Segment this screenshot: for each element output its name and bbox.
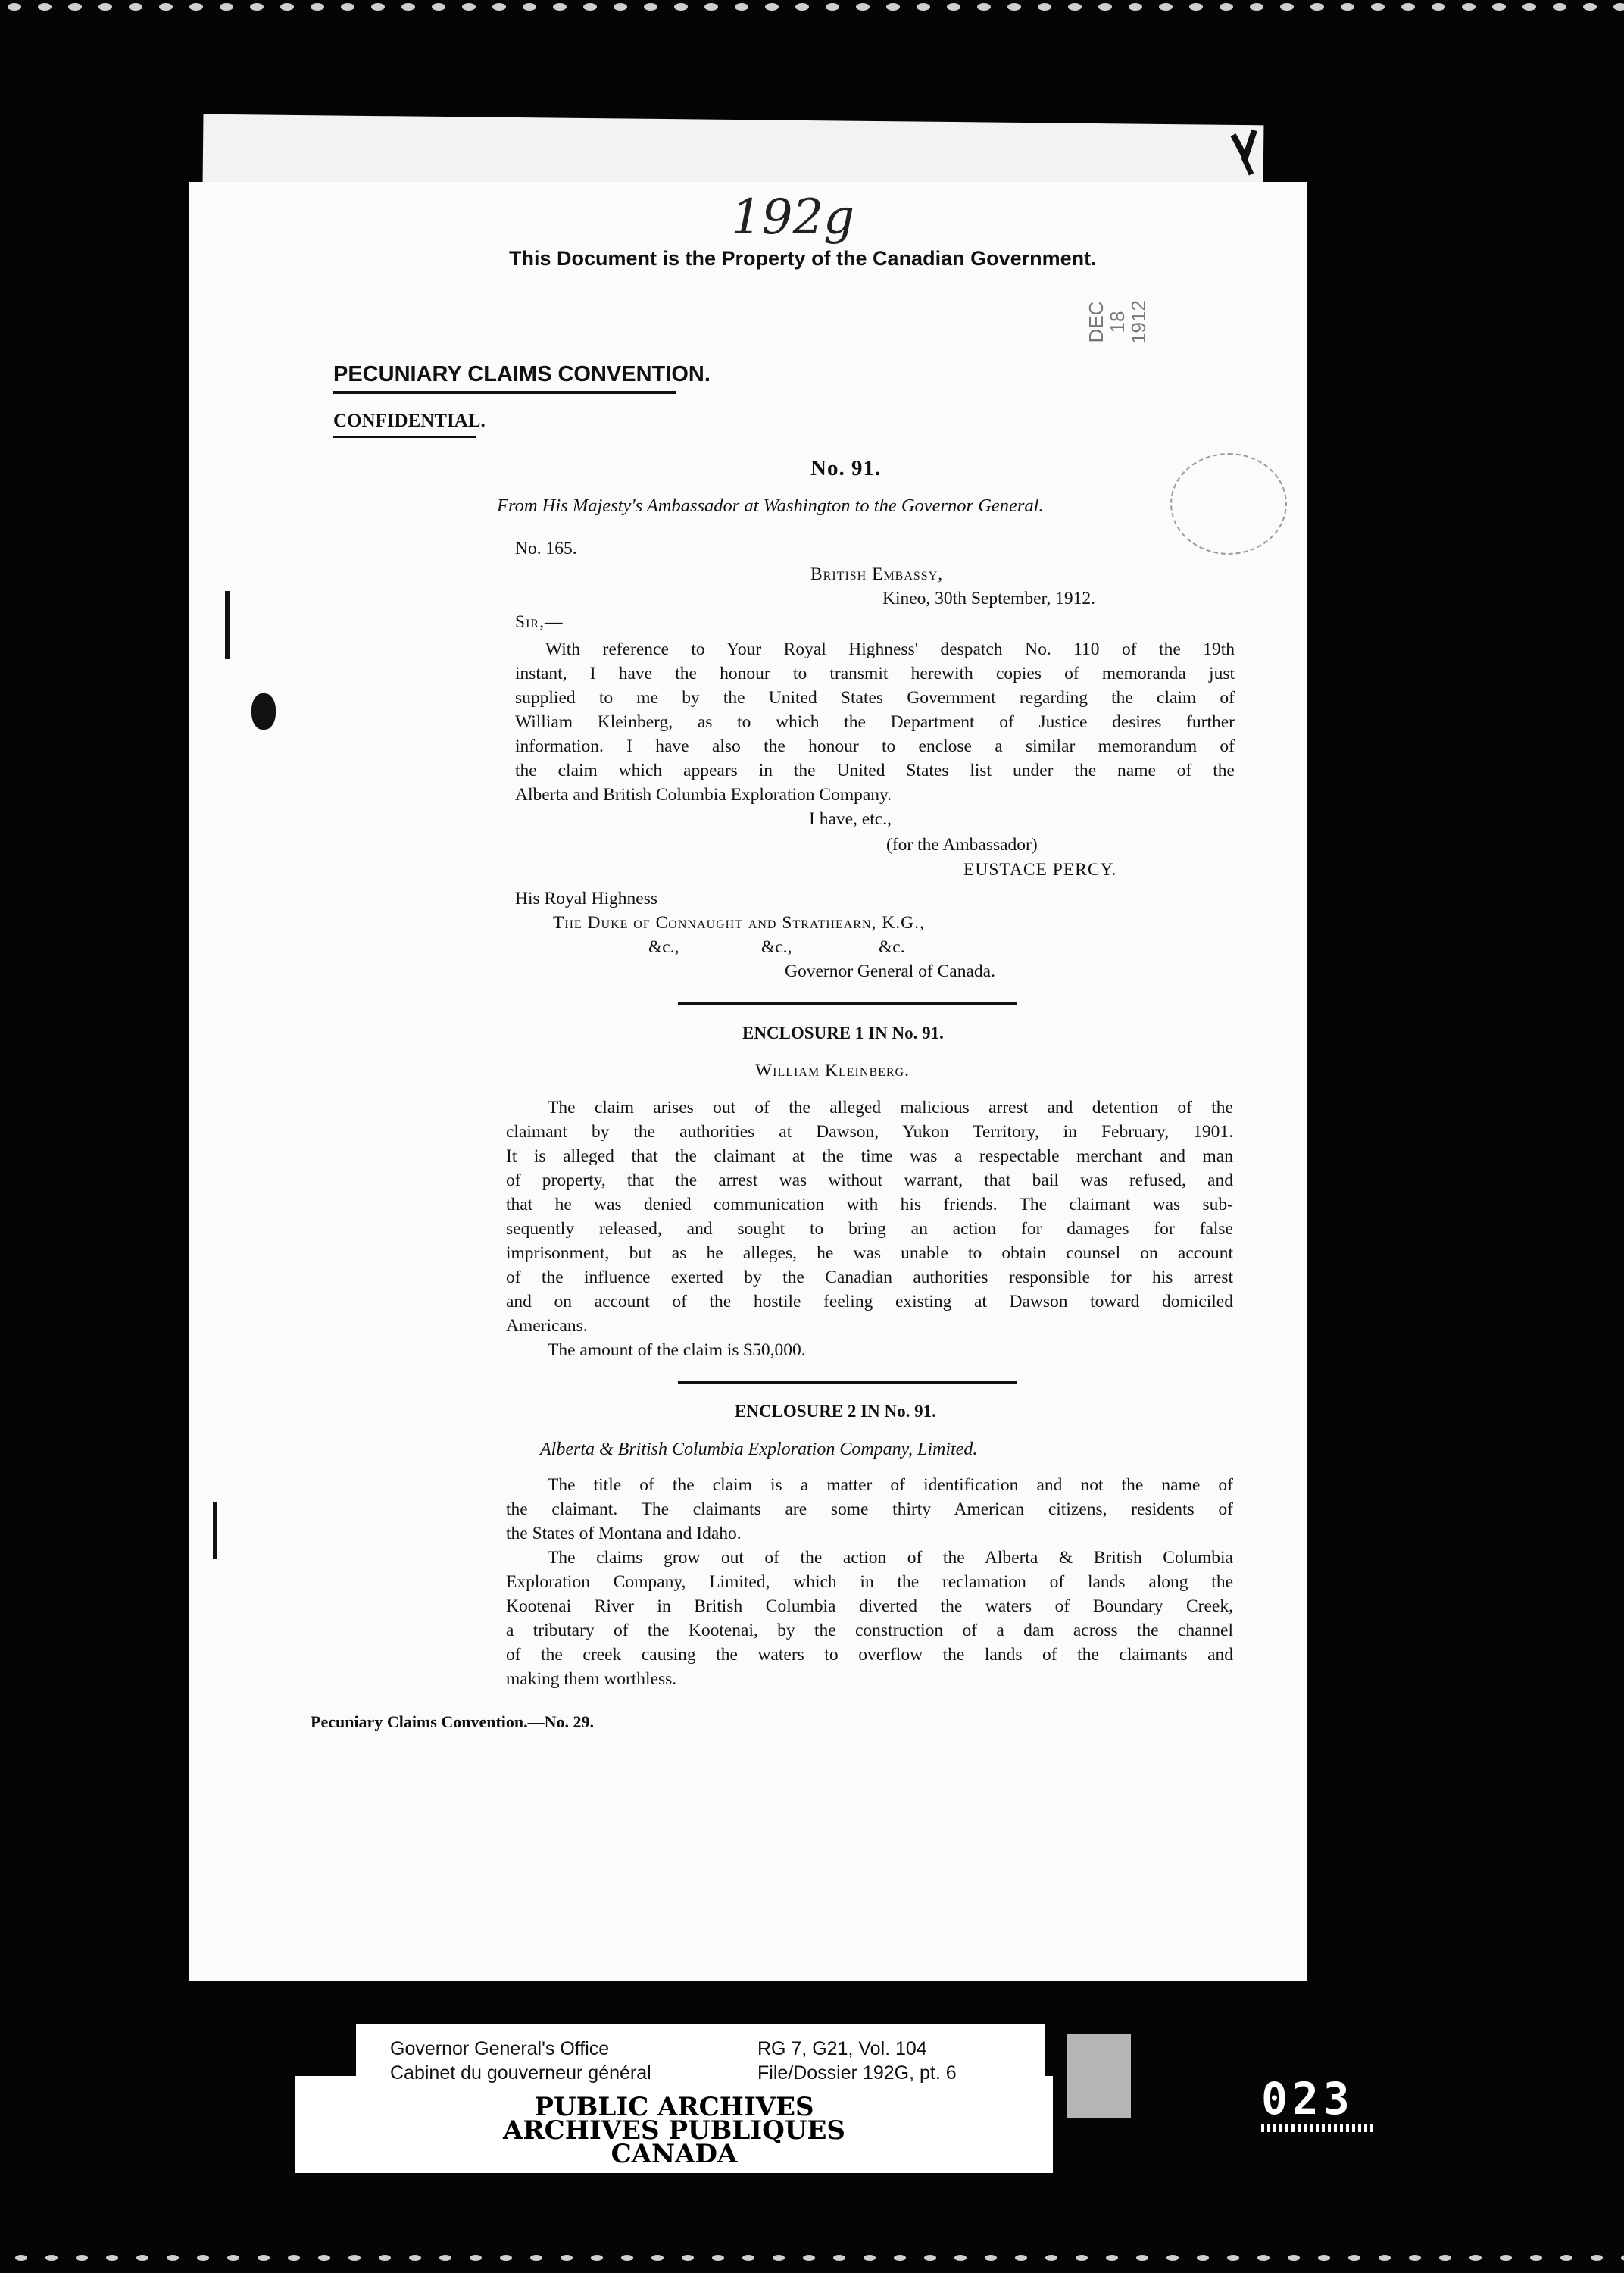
sprocket-dot <box>1432 3 1445 11</box>
sprocket-dot <box>1560 2255 1572 2261</box>
archives-fr: ARCHIVES PUBLIQUES <box>503 2115 845 2146</box>
signature: EUSTACE PERCY. <box>963 860 1117 880</box>
sprocket-dot <box>280 3 294 11</box>
enclosure2-line: Kootenai River in British Columbia diverted the waters of Boundary Creek, <box>506 1596 1233 1616</box>
received-stamp-date <box>1085 288 1149 356</box>
sprocket-dot <box>651 2255 664 2261</box>
closing: I have, etc., <box>809 809 892 829</box>
sprocket-dot <box>954 2255 967 2261</box>
sprocket-dot <box>856 3 870 11</box>
sprocket-dot <box>68 3 82 11</box>
document-number: No. 91. <box>810 456 882 480</box>
embassy: British Embassy, <box>810 564 944 584</box>
sprocket-dot <box>1098 3 1112 11</box>
sprocket-dot <box>1310 3 1324 11</box>
sprocket-dot <box>432 3 445 11</box>
stamp-month: DEC <box>1085 301 1107 343</box>
sprocket-dot <box>1522 3 1536 11</box>
archives-en: PUBLIC ARCHIVES <box>534 2092 814 2122</box>
sprocket-dot <box>803 2255 815 2261</box>
enclosure2-line: a tributary of the Kootenai, by the construction of a dam across the channel <box>506 1621 1233 1640</box>
letter-line: Alberta and British Columbia Exploration Company. <box>515 785 892 805</box>
label-shadow <box>1067 2034 1131 2118</box>
archive-file: File/Dossier 192G, pt. 6 <box>757 2062 957 2084</box>
sprocket-dot <box>985 2255 997 2261</box>
sprocket-dot <box>1106 2255 1118 2261</box>
check-mark-icon <box>1229 127 1259 180</box>
sprocket-dot <box>1189 3 1203 11</box>
sprocket-dot <box>341 3 354 11</box>
sprocket-dot <box>1462 3 1476 11</box>
sprocket-dot <box>1045 2255 1057 2261</box>
sprocket-dot <box>704 3 718 11</box>
sprocket-dot <box>227 2255 239 2261</box>
sprocket-dot <box>1371 3 1385 11</box>
sprocket-dot <box>500 2255 512 2261</box>
letter-line: the claim which appears in the United States list under the name of the <box>515 761 1235 780</box>
sprocket-dot <box>1492 3 1506 11</box>
heading: PECUNIARY CLAIMS CONVENTION. <box>333 362 710 386</box>
sprocket-dot <box>621 2255 633 2261</box>
heading-underline <box>333 391 676 394</box>
enclosure2-line: the claimant. The claimants are some thirty American citizens, residents of <box>506 1499 1233 1519</box>
sprocket-dot <box>561 2255 573 2261</box>
sprocket-dot <box>1007 3 1021 11</box>
footer: Pecuniary Claims Convention.—No. 29. <box>311 1712 594 1731</box>
sprocket-dot <box>1280 3 1294 11</box>
sprocket-dot <box>1409 2255 1421 2261</box>
sprocket-dot <box>1500 2255 1512 2261</box>
sprocket-dot <box>1553 3 1566 11</box>
ref-number: No. 165. <box>515 539 577 558</box>
letter-line: With reference to Your Royal Highness' despatch No. 110 of the 19th <box>545 639 1235 659</box>
sprocket-dot <box>1038 3 1051 11</box>
ink-stain <box>251 693 276 730</box>
office-fr: Cabinet du gouverneur général <box>390 2062 651 2084</box>
sprocket-dot <box>977 3 991 11</box>
sprocket-dot <box>682 2255 694 2261</box>
sprocket-dot <box>1439 2255 1451 2261</box>
sprocket-dot <box>1318 2255 1330 2261</box>
enclosure2-line: making them worthless. <box>506 1669 677 1689</box>
received-stamp <box>1170 453 1287 555</box>
sprocket-dot <box>348 2255 361 2261</box>
sprocket-dot <box>311 3 324 11</box>
sprocket-dot <box>379 2255 391 2261</box>
sprocket-dot <box>917 3 930 11</box>
sprocket-dot <box>1257 2255 1270 2261</box>
enclosure2-line: the States of Montana and Idaho. <box>506 1524 742 1543</box>
divider-2 <box>678 1381 1017 1384</box>
sprocket-dot <box>1621 2255 1624 2261</box>
addressee-etc1: &c., <box>648 937 679 957</box>
enclosure2-line: The title of the claim is a matter of identification and not the name of <box>548 1475 1233 1495</box>
sprocket-dot <box>1613 3 1624 11</box>
place-date: Kineo, 30th September, 1912. <box>882 589 1096 608</box>
enclosure1-line: claimant by the authorities at Dawson, Yukon Territory, in February, 1901. <box>506 1122 1233 1142</box>
sprocket-dot <box>1136 2255 1148 2261</box>
sprocket-dot <box>470 2255 482 2261</box>
sprocket-dot <box>1250 3 1263 11</box>
sprocket-dot <box>1530 2255 1542 2261</box>
letter-body <box>515 637 1235 807</box>
sprocket-dot <box>1469 2255 1482 2261</box>
letter-line: information. I have also the honour to enclose a similar memorandum of <box>515 736 1235 756</box>
sprocket-dot <box>1379 2255 1391 2261</box>
sprocket-dot <box>1348 2255 1360 2261</box>
sprocket-dot <box>644 3 657 11</box>
addressee-line1: His Royal Highness <box>515 889 657 908</box>
sprocket-dot <box>886 3 900 11</box>
office-en: Governor General's Office <box>390 2038 610 2059</box>
sprocket-dot <box>614 3 627 11</box>
sprocket-dot <box>8 3 21 11</box>
sprocket-dot <box>220 3 233 11</box>
enclosure2-line: of the creek causing the waters to overflow the lands of the claimants and <box>506 1645 1233 1665</box>
sprocket-dot <box>1591 2255 1603 2261</box>
sprocket-dot <box>795 3 809 11</box>
sprocket-dot <box>773 2255 785 2261</box>
enclosure1-line: of property, that the arrest was without warrant, that bail was refused, and <box>506 1171 1233 1190</box>
enclosure2-line: The claims grow out of the action of the Alberta & British Columbia <box>548 1548 1233 1568</box>
handwritten-number: 192g <box>731 189 855 245</box>
enclosure1-line: imprisonment, but as he alleges, he was unable to obtain counsel on account <box>506 1243 1233 1263</box>
sprocket-dot <box>462 3 476 11</box>
binding-mark <box>213 1502 217 1559</box>
addressee-etc3: &c. <box>879 937 905 957</box>
sprocket-dot <box>1166 2255 1179 2261</box>
sprocket-dot <box>1068 3 1082 11</box>
sprocket-dot <box>1583 3 1597 11</box>
sprocket-dot <box>167 2255 179 2261</box>
letter-line: William Kleinberg, as to which the Department of Justice desires further <box>515 712 1235 732</box>
sprocket-dot <box>583 3 597 11</box>
confidential-label: CONFIDENTIAL. <box>333 411 486 431</box>
sprocket-dot <box>136 2255 148 2261</box>
sprocket-dot <box>735 3 748 11</box>
sprocket-dot <box>371 3 385 11</box>
addressee-line4: Governor General of Canada. <box>785 961 995 981</box>
sprocket-dot <box>591 2255 603 2261</box>
enclosure2-title: ENCLOSURE 2 IN No. 91. <box>735 1402 936 1421</box>
enclosure2-para2 <box>506 1546 1233 1691</box>
sprocket-dot <box>1401 3 1415 11</box>
divider-1 <box>678 1002 1017 1005</box>
salutation: Sir,— <box>515 612 564 632</box>
archive-ref: RG 7, G21, Vol. 104 <box>757 2038 927 2059</box>
sprocket-dot <box>129 3 142 11</box>
sprocket-dot <box>250 3 264 11</box>
sprocket-dot <box>924 2255 936 2261</box>
film-sprockets-top <box>0 0 1624 30</box>
enclosure1-title: ENCLOSURE 1 IN No. 91. <box>742 1024 944 1043</box>
sprocket-dot <box>1076 2255 1088 2261</box>
addressee-etc2: &c., <box>761 937 792 957</box>
sprocket-dot <box>674 3 688 11</box>
sprocket-dot <box>288 2255 300 2261</box>
sprocket-dot <box>15 2255 27 2261</box>
enclosure1-amount: The amount of the claim is $50,000. <box>548 1340 806 1360</box>
frame-ticks <box>1261 2124 1375 2132</box>
sprocket-dot <box>106 2255 118 2261</box>
sprocket-dot <box>523 3 536 11</box>
sprocket-dot <box>712 2255 724 2261</box>
enclosure1-line: sequently released, and sought to bring an action for damages for false <box>506 1219 1233 1239</box>
stamp-year: 1912 <box>1127 300 1150 344</box>
binding-mark <box>225 591 230 659</box>
sprocket-dot <box>38 3 52 11</box>
enclosure1-line: It is alleged that the claimant at the time was a respectable merchant and man <box>506 1146 1233 1166</box>
sprocket-dot <box>826 3 839 11</box>
sprocket-dot <box>1159 3 1173 11</box>
confidential-underline <box>333 436 476 438</box>
addressee-line2: The Duke of Connaught and Strathearn, K.G., <box>553 913 925 933</box>
enclosure2-subtitle: Alberta & British Columbia Exploration Company, Limited. <box>540 1440 978 1459</box>
sprocket-dot <box>947 3 960 11</box>
sprocket-dot <box>833 2255 845 2261</box>
sprocket-dot <box>1015 2255 1027 2261</box>
sprocket-dot <box>98 3 112 11</box>
enclosure1-line: of the influence exerted by the Canadian authorities responsible for his arrest <box>506 1268 1233 1287</box>
frame-number: 023 <box>1261 2073 1354 2124</box>
enclosure1-subtitle: William Kleinberg. <box>755 1061 910 1080</box>
film-sprockets-bottom <box>0 2250 1624 2273</box>
sprocket-dot <box>864 2255 876 2261</box>
from-line: From His Majesty's Ambassador at Washington to the Governor General. <box>497 496 1044 516</box>
sprocket-dot <box>318 2255 330 2261</box>
letter-line: instant, I have the honour to transmit herewith copies of memoranda just <box>515 664 1235 683</box>
enclosure2-line: Exploration Company, Limited, which in the reclamation of lands along the <box>506 1572 1233 1592</box>
sprocket-dot <box>742 2255 754 2261</box>
enclosure1-line: and on account of the hostile feeling existing at Dawson toward domiciled <box>506 1292 1233 1312</box>
sprocket-dot <box>1129 3 1142 11</box>
sprocket-dot <box>45 2255 58 2261</box>
for-ambassador: (for the Ambassador) <box>886 835 1038 855</box>
enclosure2-para1 <box>506 1473 1233 1546</box>
sprocket-dot <box>401 3 415 11</box>
sprocket-dot <box>1288 2255 1300 2261</box>
letter-line: supplied to me by the United States Government regarding the claim of <box>515 688 1235 708</box>
sprocket-dot <box>159 3 173 11</box>
sprocket-dot <box>492 3 506 11</box>
sprocket-dot <box>1227 2255 1239 2261</box>
sprocket-dot <box>1220 3 1233 11</box>
sprocket-dot <box>439 2255 451 2261</box>
sprocket-dot <box>1197 2255 1209 2261</box>
enclosure1-line: that he was denied communication with his friends. The claimant was sub- <box>506 1195 1233 1215</box>
sprocket-dot <box>409 2255 421 2261</box>
stamp-day: 18 <box>1106 311 1129 333</box>
sprocket-dot <box>894 2255 906 2261</box>
sprocket-dot <box>530 2255 542 2261</box>
enclosure1-line: Americans. <box>506 1316 588 1336</box>
document-page <box>189 182 1307 1981</box>
sprocket-dot <box>765 3 779 11</box>
sprocket-dot <box>1341 3 1354 11</box>
sprocket-dot <box>258 2255 270 2261</box>
sprocket-dot <box>189 3 203 11</box>
sprocket-dot <box>553 3 567 11</box>
property-notice: This Document is the Property of the Canadian Government. <box>509 247 1097 270</box>
sprocket-dot <box>197 2255 209 2261</box>
sprocket-dot <box>76 2255 88 2261</box>
enclosure1-line: The claim arises out of the alleged malicious arrest and detention of the <box>548 1098 1233 1118</box>
enclosure1-body <box>506 1096 1233 1362</box>
archives-country: CANADA <box>611 2139 738 2169</box>
